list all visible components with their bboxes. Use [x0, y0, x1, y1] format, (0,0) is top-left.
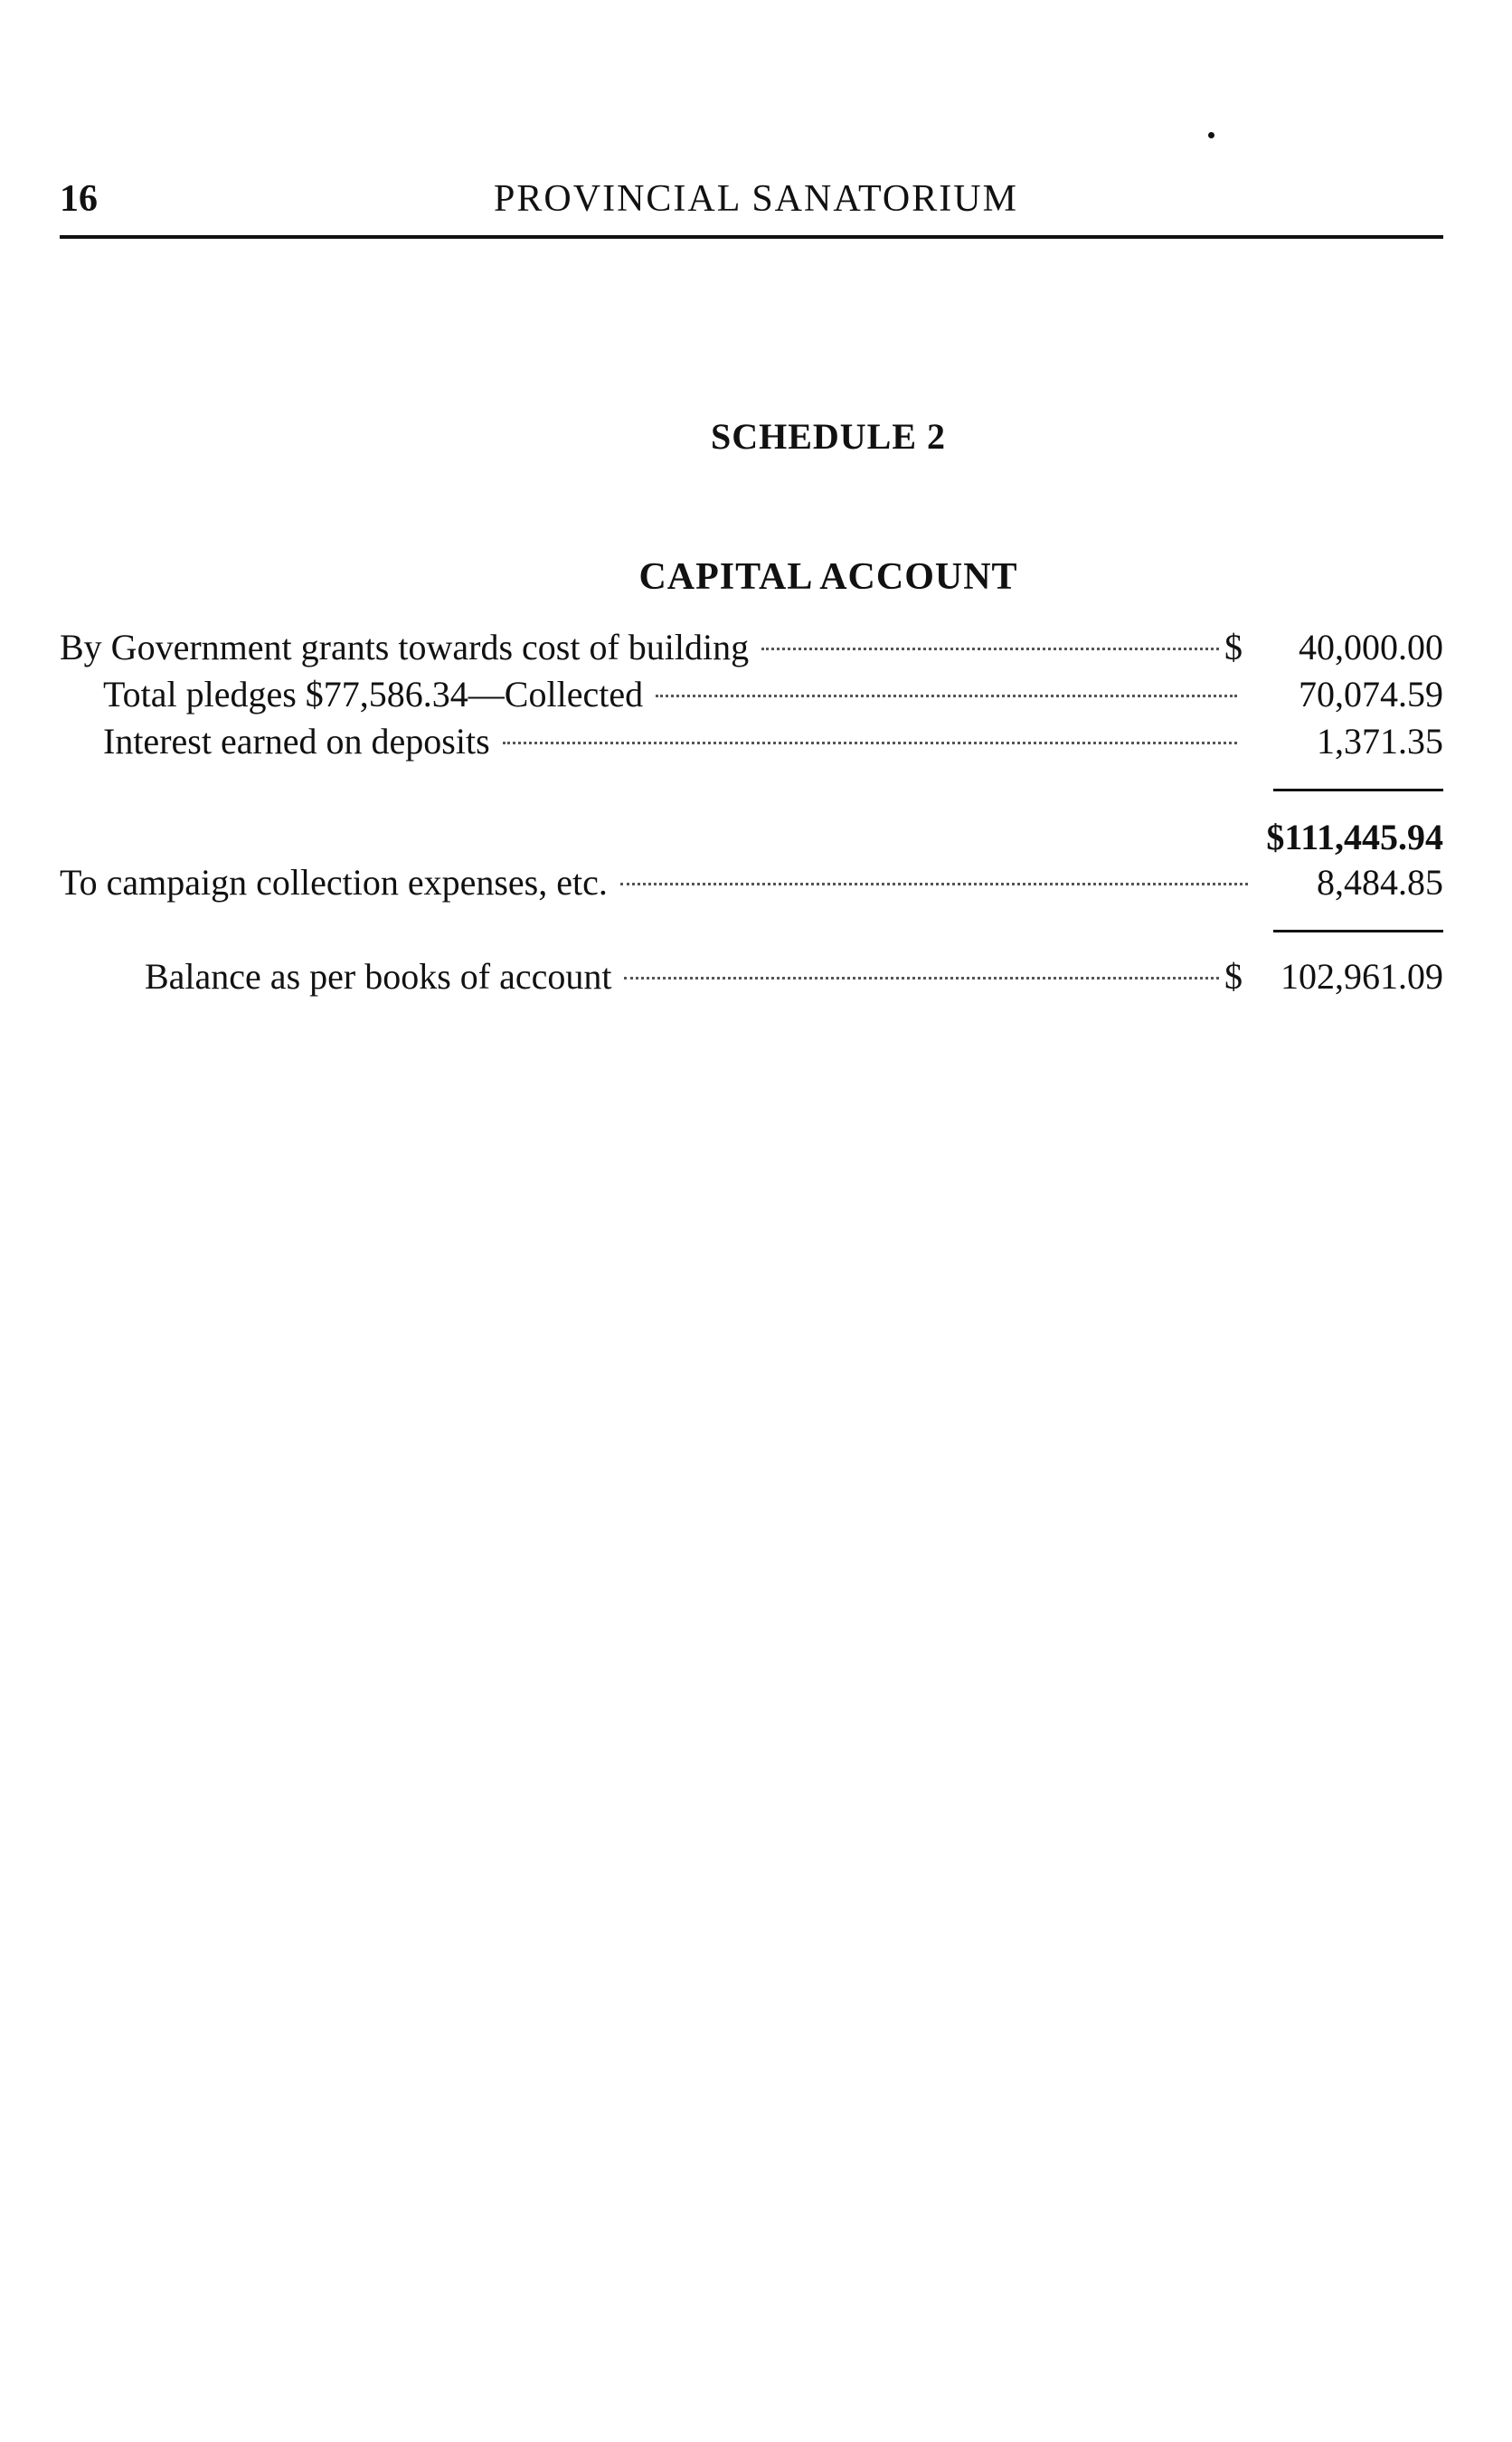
ledger-row-government-grants: [60, 624, 1443, 671]
header-rule: [60, 235, 1443, 239]
subtotal-amount: $111,445.94: [1266, 817, 1443, 857]
ledger-row-label: Interest earned on deposits: [103, 721, 490, 762]
dot-leader: [620, 883, 1248, 885]
section-title: CAPITAL ACCOUNT: [638, 556, 1018, 598]
subtotal-rule: [1273, 789, 1443, 791]
currency-sign: $: [1224, 956, 1243, 997]
ledger-row-amount: 1,371.35: [1317, 721, 1443, 762]
running-head: PROVINCIAL SANATORIUM: [494, 178, 1018, 220]
ledger-row-campaign-expenses: [60, 859, 1443, 906]
dot-leader: [503, 742, 1237, 744]
ledger-row-label: By Government grants towards cost of building: [60, 627, 750, 667]
ledger-row-label: Total pledges $77,586.34—Collected: [103, 674, 644, 715]
ledger-row-amount: 8,484.85: [1317, 862, 1443, 903]
dot-leader: [624, 977, 1219, 980]
dot-leader: [656, 695, 1237, 697]
balance-amount: 102,961.09: [1280, 956, 1443, 997]
currency-sign: $: [1224, 627, 1243, 667]
ledger-row-label: To campaign collection expenses, etc.: [60, 862, 608, 903]
subtotal-row: [60, 814, 1443, 861]
ledger-row-interest: [60, 718, 1443, 765]
balance-row: [60, 953, 1443, 1000]
schedule-title: SCHEDULE 2: [710, 416, 947, 457]
stray-mark: [1208, 132, 1214, 138]
balance-rule: [1273, 930, 1443, 932]
dot-leader: [761, 648, 1219, 650]
page-number: 16: [60, 178, 98, 220]
ledger-row-amount: 40,000.00: [1299, 627, 1443, 667]
ledger-row-amount: 70,074.59: [1299, 674, 1443, 715]
ledger-row-pledges: [60, 671, 1443, 718]
balance-label: Balance as per books of account: [145, 956, 612, 997]
